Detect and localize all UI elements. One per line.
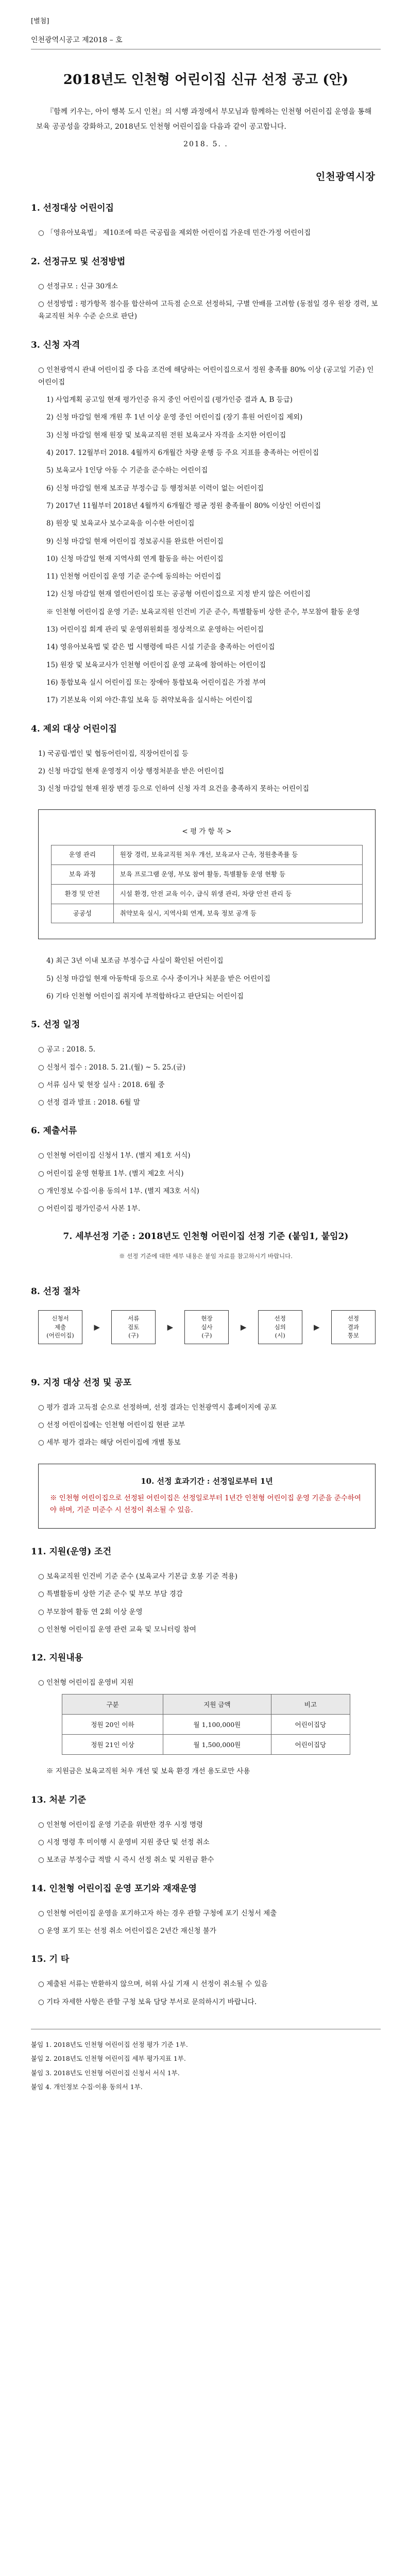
arrow-right-icon: ▶: [167, 1322, 174, 1332]
section-3-note: ※ 인천형 어린이집 운영 기준: 보육교직원 인건비 기준 준수, 특별활동비 상한 준수, 부모참여 활동 운영: [46, 607, 360, 616]
table-cell: 정원 21인 이상: [62, 1735, 163, 1755]
attachment-item: 붙임 2. 2018년도 인천형 어린이집 세부 평가지표 1부.: [31, 2055, 186, 2063]
section-3-item: 15) 원장 및 보육교사가 인천형 어린이집 운영 교육에 참여하는 어린이집: [46, 660, 266, 669]
section-3-title: 3. 신청 자격: [31, 340, 80, 350]
section-4-item: 4) 최근 3년 이내 보조금 부정수급 사실이 확인된 어린이집: [46, 957, 224, 965]
table-row: [62, 1735, 350, 1755]
etc-item: ○ 기타 자세한 사항은 관할 구청 보육 담당 부서로 문의하시기 바랍니다.: [38, 1997, 257, 2006]
section-2-method: ○ 선정방법 : 평가항목 점수를 합산하여 고득점 순으로 선정하되, 구별 안배를 고려함 (동점일 경우 원장 경력, 보육교직원 처우 수준 순으로 판단): [38, 299, 378, 321]
eval-description: 취약보육 실시, 지역사회 연계, 보육 정보 공개 등: [113, 904, 362, 923]
section-3-item: 3) 신청 마감일 현재 원장 및 보육교직원 전원 보육교사 자격을 소지한 어린이집: [46, 431, 286, 439]
schedule-item: ○ 공고 : 2018. 5.: [38, 1045, 96, 1054]
section-3-item: 7) 2017년 11월부터 2018년 4월까지 6개월간 평균 정원 충족률이 80% 이상인 어린이집: [46, 501, 321, 510]
document-item: ○ 어린이집 평가인증서 사본 1부.: [38, 1205, 141, 1213]
section-3-item: 14) 영유아보육법 및 같은 법 시행령에 따른 시설 기준을 충족하는 어린이집: [46, 643, 275, 652]
table-cell: 어린이집당: [271, 1735, 350, 1755]
section-3-item: 2) 신청 마감일 현재 개원 후 1년 이상 운영 중인 어린이집 (장기 휴원 어린이집 제외): [46, 413, 303, 422]
section-3-item: 9) 신청 마감일 현재 어린이집 정보공시를 완료한 어린이집: [46, 537, 224, 546]
section-2-title: 2. 선정규모 및 선정방법: [31, 256, 126, 267]
flow-step: 선정 심의 (시): [258, 1310, 302, 1344]
section-3-item: 17) 기본보육 이외 야간·휴일 보육 등 취약보육을 실시하는 어린이집: [46, 696, 253, 705]
section-3-item: 11) 인천형 어린이집 운영 기준 준수에 동의하는 어린이집: [46, 572, 221, 581]
table-cell: 월 1,500,000원: [163, 1735, 271, 1755]
section-13-title: 13. 처분 기준: [31, 1794, 87, 1805]
section-10-title: 10. 선정 효과기간 : 선정일로부터 1년: [141, 1476, 273, 1486]
validity-alert-text: ※ 인천형 어린이집으로 선정된 어린이집은 선정일로부터 1년간 인천형 어린이집 운영 기준을 준수하여야 하며, 기준 미준수 시 선정이 취소될 수 있음.: [50, 1494, 361, 1515]
announce-item: ○ 선정 어린이집에는 인천형 어린이집 현판 교부: [38, 1421, 185, 1430]
evaluation-box-title: < 평 가 항 목 >: [182, 827, 232, 836]
flow-step: 선정 결과 통보: [331, 1310, 376, 1344]
eval-category: 운영 관리: [52, 845, 114, 865]
table-header-row: [62, 1694, 350, 1715]
table-cell: 어린이집당: [271, 1715, 350, 1735]
section-2-scale: ○ 선정규모 : 신규 30개소: [38, 282, 118, 291]
section-3-item: 6) 신청 마감일 현재 보조금 부정수급 등 행정처분 이력이 없는 어린이집: [46, 484, 264, 493]
flow-step: 현장 실사 (구): [184, 1310, 229, 1344]
section-4-item: 6) 기타 인천형 어린이집 취지에 부적합하다고 판단되는 어린이집: [46, 992, 244, 1001]
section-3-item: 16) 통합보육 실시 어린이집 또는 장애아 통합보육 어린이집은 가점 부여: [46, 678, 266, 687]
table-row: [52, 884, 363, 904]
eval-description: 시설 환경, 안전 교육 이수, 급식 위생 관리, 차량 안전 관리 등: [113, 884, 362, 904]
section-7-title: 7. 세부선정 기준 : 2018년도 인천형 어린이집 선정 기준 (붙임1, 붙임2): [63, 1231, 349, 1242]
eval-description: 원장 경력, 보육교직원 처우 개선, 보육교사 근속, 정원충족률 등: [113, 845, 362, 865]
section-14-title: 14. 인천형 어린이집 운영 포기와 재재운영: [31, 1883, 197, 1894]
sanction-item: ○ 인천형 어린이집 운영 기준을 위반한 경우 시정 명령: [38, 1820, 203, 1829]
eval-category: 공공성: [52, 904, 114, 923]
document-item: ○ 개인정보 수집·이용 동의서 1부. (별지 제3호 서식): [38, 1187, 199, 1196]
section-1-text: ○ 「영유아보육법」 제10조에 따른 국공립을 제외한 어린이집 가운데 민간·가정 어린이집: [38, 229, 311, 238]
section-12-title: 12. 지원내용: [31, 1653, 83, 1664]
attachment-label: [별첨]: [31, 18, 49, 25]
schedule-item: ○ 신청서 접수 : 2018. 5. 21.(월) ~ 5. 25.(금): [38, 1063, 185, 1072]
evaluation-table: [51, 845, 363, 923]
section-3-item: 12) 신청 마감일 현재 열린어린이집 또는 공공형 어린이집으로 지정 받지 않은 어린이집: [46, 590, 311, 599]
selection-flowchart: [38, 1310, 376, 1344]
announce-item: ○ 세부 평가 결과는 해당 어린이집에 개별 통보: [38, 1438, 181, 1447]
evaluation-items-box: [38, 809, 376, 939]
eval-category: 보육 과정: [52, 865, 114, 885]
arrow-right-icon: ▶: [94, 1322, 100, 1332]
withdraw-item: ○ 운영 포기 또는 선정 취소 어린이집은 2년간 재신청 불가: [38, 1926, 216, 1935]
attachments-list: [31, 2038, 381, 2094]
condition-item: ○ 인천형 어린이집 운영 관련 교육 및 모니터링 참여: [38, 1625, 196, 1634]
document-item: ○ 인천형 어린이집 신청서 1부. (별지 제1호 서식): [38, 1151, 191, 1160]
table-row: [52, 904, 363, 923]
section-1-title: 1. 선정대상 어린이집: [31, 203, 114, 214]
sanction-item: ○ 시정 명령 후 미이행 시 운영비 지원 중단 및 선정 취소: [38, 1838, 210, 1847]
section-3-item: 1) 사업계획 공고일 현재 평가인증 유지 중인 어린이집 (평가인증 결과 A, B 등급): [46, 396, 293, 404]
notice-date: 2018. 5. .: [183, 140, 228, 149]
support-amount-table: [62, 1694, 350, 1755]
table-row: [52, 865, 363, 885]
table-row: [62, 1715, 350, 1735]
condition-item: ○ 보육교직원 인건비 기준 준수 (보육교사 기본급 호봉 기준 적용): [38, 1572, 237, 1581]
section-4-title: 4. 제외 대상 어린이집: [31, 723, 117, 734]
condition-item: ○ 특별활동비 상한 기준 준수 및 부모 부담 경감: [38, 1590, 183, 1599]
table-cell: 정원 20인 이하: [62, 1715, 163, 1735]
eval-description: 보육 프로그램 운영, 부모 참여 활동, 특별활동 운영 현황 등: [113, 865, 362, 885]
section-3-intro: ○ 인천광역시 관내 어린이집 중 다음 조건에 해당하는 어린이집으로서 정원 충족률 80% 이상 (공고일 기준) 인 어린이집: [38, 365, 374, 386]
section-3-item: 8) 원장 및 보육교사 보수교육을 이수한 어린이집: [46, 519, 195, 528]
validity-alert-box: [38, 1464, 376, 1529]
flow-step: 신청서 제출 (어린이집): [38, 1310, 82, 1344]
arrow-right-icon: ▶: [240, 1322, 247, 1332]
section-6-title: 6. 제출서류: [31, 1126, 77, 1137]
table-header: 구분: [62, 1694, 163, 1715]
schedule-item: ○ 서류 심사 및 현장 실사 : 2018. 6월 중: [38, 1080, 165, 1089]
support-note: ※ 지원금은 보육교직원 처우 개선 및 보육 환경 개선 용도로만 사용: [46, 1767, 250, 1776]
eval-category: 환경 및 안전: [52, 884, 114, 904]
arrow-right-icon: ▶: [314, 1322, 320, 1332]
section-3-item: 4) 2017. 12월부터 2018. 4월까지 6개월간 차량 운행 등 주요 지표를 충족하는 어린이집: [46, 449, 319, 457]
section-15-title: 15. 기 타: [31, 1954, 70, 1965]
section-3-item: 13) 어린이집 회계 관리 및 운영위원회를 정상적으로 운영하는 어린이집: [46, 625, 264, 634]
section-4-item: 1) 국공립·법인 및 협동어린이집, 직장어린이집 등: [38, 749, 189, 758]
condition-item: ○ 부모참여 활동 연 2회 이상 운영: [38, 1607, 143, 1616]
table-header: 지원 금액: [163, 1694, 271, 1715]
support-intro: ○ 인천형 어린이집 운영비 지원: [38, 1679, 134, 1687]
signer: 인천광역시장: [315, 171, 376, 183]
document-item: ○ 어린이집 운영 현황표 1부. (별지 제2호 서식): [38, 1169, 184, 1178]
section-5-title: 5. 선정 일정: [31, 1020, 80, 1030]
table-row: [52, 845, 363, 865]
section-11-title: 11. 지원(운영) 조건: [31, 1546, 112, 1557]
table-header: 비고: [271, 1694, 350, 1715]
section-4-item: 5) 신청 마감일 현재 아동학대 등으로 수사 중이거나 처분을 받은 어린이집: [46, 974, 270, 983]
announce-item: ○ 평가 결과 고득점 순으로 선정하며, 선정 결과는 인천광역시 홈페이지에 공포: [38, 1403, 277, 1412]
table-cell: 월 1,100,000원: [163, 1715, 271, 1735]
notice-number: 인천광역시공고 제2018 – 호: [31, 32, 381, 49]
section-8-title: 8. 선정 절차: [31, 1286, 80, 1297]
attachment-item: 붙임 3. 2018년도 인천형 어린이집 신청서 서식 1부.: [31, 2069, 180, 2077]
flow-step: 서류 검토 (구): [111, 1310, 156, 1344]
section-4-item: 2) 신청 마감일 현재 운영정지 이상 행정처분을 받은 어린이집: [38, 767, 225, 775]
withdraw-item: ○ 인천형 어린이집 운영을 포기하고자 하는 경우 관할 구청에 포기 신청서 제출: [38, 1909, 277, 1918]
attachment-item: 붙임 4. 개인정보 수집·이용 동의서 1부.: [31, 2083, 143, 2091]
section-9-title: 9. 지정 대상 선정 및 공포: [31, 1377, 132, 1388]
section-3-item: 5) 보육교사 1인당 아동 수 기준을 준수하는 어린이집: [46, 466, 208, 475]
section-7-note: ※ 선정 기준에 대한 세부 내용은 붙임 자료를 참고하시기 바랍니다.: [119, 1252, 293, 1260]
intro-paragraph: 『함께 키우는, 아이 행복 도시 인천』의 시행 과정에서 부모님과 함께하는 인천형 어린이집 운영을 통해 보육 공공성을 강화하고, 2018년도 인천형 어린이집을 다음과 같이 공고합니다.: [36, 108, 372, 131]
section-3-item: 10) 신청 마감일 현재 지역사회 연계 활동을 하는 어린이집: [46, 554, 224, 563]
etc-item: ○ 제출된 서류는 반환하지 않으며, 허위 사실 기재 시 선정이 취소될 수 있음: [38, 1980, 268, 1989]
schedule-item: ○ 선정 결과 발표 : 2018. 6월 말: [38, 1098, 140, 1107]
attachment-item: 붙임 1. 2018년도 인천형 어린이집 선정 평가 기준 1부.: [31, 2040, 188, 2048]
section-4-item: 3) 신청 마감일 현재 원장 변경 등으로 인하여 신청 자격 요건을 충족하지 못하는 어린이집: [38, 785, 310, 793]
document-title: 2018년도 인천형 어린이집 신규 선정 공고 (안): [63, 72, 349, 88]
sanction-item: ○ 보조금 부정수급 적발 시 즉시 선정 취소 및 지원금 환수: [38, 1856, 214, 1865]
